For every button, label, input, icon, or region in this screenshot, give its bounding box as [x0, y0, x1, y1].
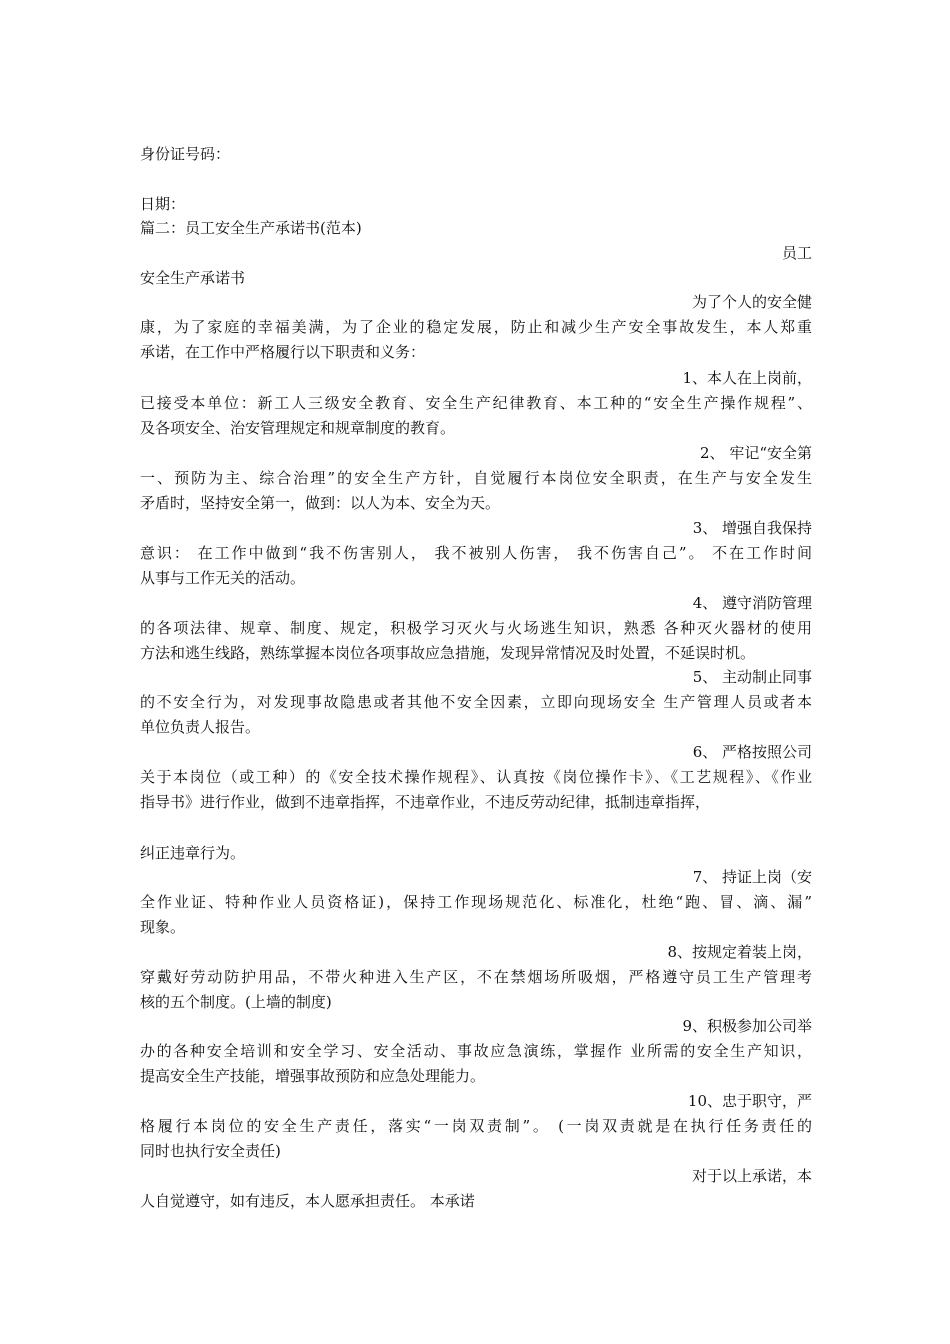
- item-4-line: 方法和逃生线路，熟练掌握本岗位各项事故应急措施，发现异常情况及时处置，不延误时机。: [140, 644, 756, 662]
- item-5-line: 单位负责人报告。: [140, 718, 261, 736]
- item-2-line: 矛盾时，坚持安全第一，做到：以人为本、安全为天。: [140, 494, 501, 512]
- item-10-line: 格履行本岗位的安全生产责任，落实“一岗双责制”。 (一岗双责就是在执行任务责任的: [140, 1117, 812, 1135]
- item-7-line: 全作业证、特种作业人员资格证)，保持工作现场规范化、标准化，杜绝“跑、冒、滴、漏”: [140, 893, 812, 911]
- item-9-lead: 9、积极参加公司举: [682, 1017, 812, 1035]
- item-6-line: 指导书》进行作业，做到不违章指挥，不违章作业，不违反劳动纪律，抵制违章指挥，: [140, 793, 711, 811]
- item-4-line: 的各项法律、规章、制度、规定，积极学习灭火与火场逃生知识，熟悉 各种灭火器材的使用: [140, 619, 812, 637]
- item-5-lead: 5、 主动制止同事: [692, 668, 812, 686]
- item-9-line: 办的各种安全培训和安全学习、安全活动、事故应急演练，掌握作 业所需的安全生产知识，: [140, 1042, 812, 1060]
- title-line-1: 员工: [781, 244, 812, 262]
- intro-line: 承诺，在工作中严格履行以下职责和义务：: [140, 343, 426, 361]
- item-8-lead: 8、按规定着装上岗，: [667, 943, 812, 961]
- item-6-continuation: 纠正违章行为。: [140, 844, 246, 862]
- item-3-lead: 3、 增强自我保持: [692, 519, 812, 537]
- closing-line: 人自觉遵守，如有违反，本人愿承担责任。 本承诺: [140, 1192, 475, 1210]
- item-1-line: 及各项安全、治安管理规定和规章制度的教育。: [140, 419, 456, 437]
- item-10-lead: 10、忠于职守，严: [687, 1092, 812, 1110]
- section-heading: 篇二：员工安全生产承诺书(范本): [140, 219, 362, 237]
- item-9-line: 提高安全生产技能，增强事故预防和应急处理能力。: [140, 1067, 486, 1085]
- item-7-line: 现象。: [140, 918, 186, 936]
- closing-lead: 对于以上承诺，本: [691, 1167, 812, 1185]
- item-8-line: 核的五个制度。(上墙的制度): [140, 993, 332, 1011]
- item-2-line: 一、预防为主、综合治理”的安全生产方针，自觉履行本岗位安全职责，在生产与安全发生: [140, 469, 812, 487]
- item-6-line: 关于本岗位（或工种）的《安全技术操作规程》、认真按《岗位操作卡》、《工艺规程》、《作业: [140, 768, 812, 786]
- item-2-lead: 2、 牢记“安全第: [700, 444, 812, 462]
- item-6-lead: 6、 严格按照公司: [692, 743, 812, 761]
- intro-lead: 为了个人的安全健: [691, 293, 812, 311]
- date-label: 日期：: [140, 195, 186, 213]
- title-line-2: 安全生产承诺书: [140, 269, 246, 287]
- item-10-line: 同时也执行安全责任): [140, 1142, 281, 1160]
- intro-line: 康，为了家庭的幸福美满，为了企业的稳定发展，防止和减少生产安全事故发生，本人郑重: [140, 318, 812, 336]
- item-3-line: 从事与工作无关的活动。: [140, 569, 306, 587]
- item-8-line: 穿戴好劳动防护用品，不带火种进入生产区，不在禁烟场所吸烟，严格遵守员工生产管理考: [140, 968, 812, 986]
- id-number-label: 身份证号码：: [140, 145, 231, 163]
- item-4-lead: 4、 遵守消防管理: [692, 594, 812, 612]
- item-3-line: 意识： 在工作中做到“我不伤害别人， 我不被别人伤害， 我不伤害自己”。 不在工作时间: [140, 544, 812, 562]
- item-5-line: 的不安全行为，对发现事故隐患或者其他不安全因素，立即向现场安全 生产管理人员或者本: [140, 693, 812, 711]
- item-7-lead: 7、 持证上岗（安: [692, 868, 812, 886]
- item-1-lead: 1、本人在上岗前，: [682, 369, 812, 387]
- item-1-line: 已接受本单位：新工人三级安全教育、安全生产纪律教育、本工种的“安全生产操作规程”、: [140, 394, 812, 412]
